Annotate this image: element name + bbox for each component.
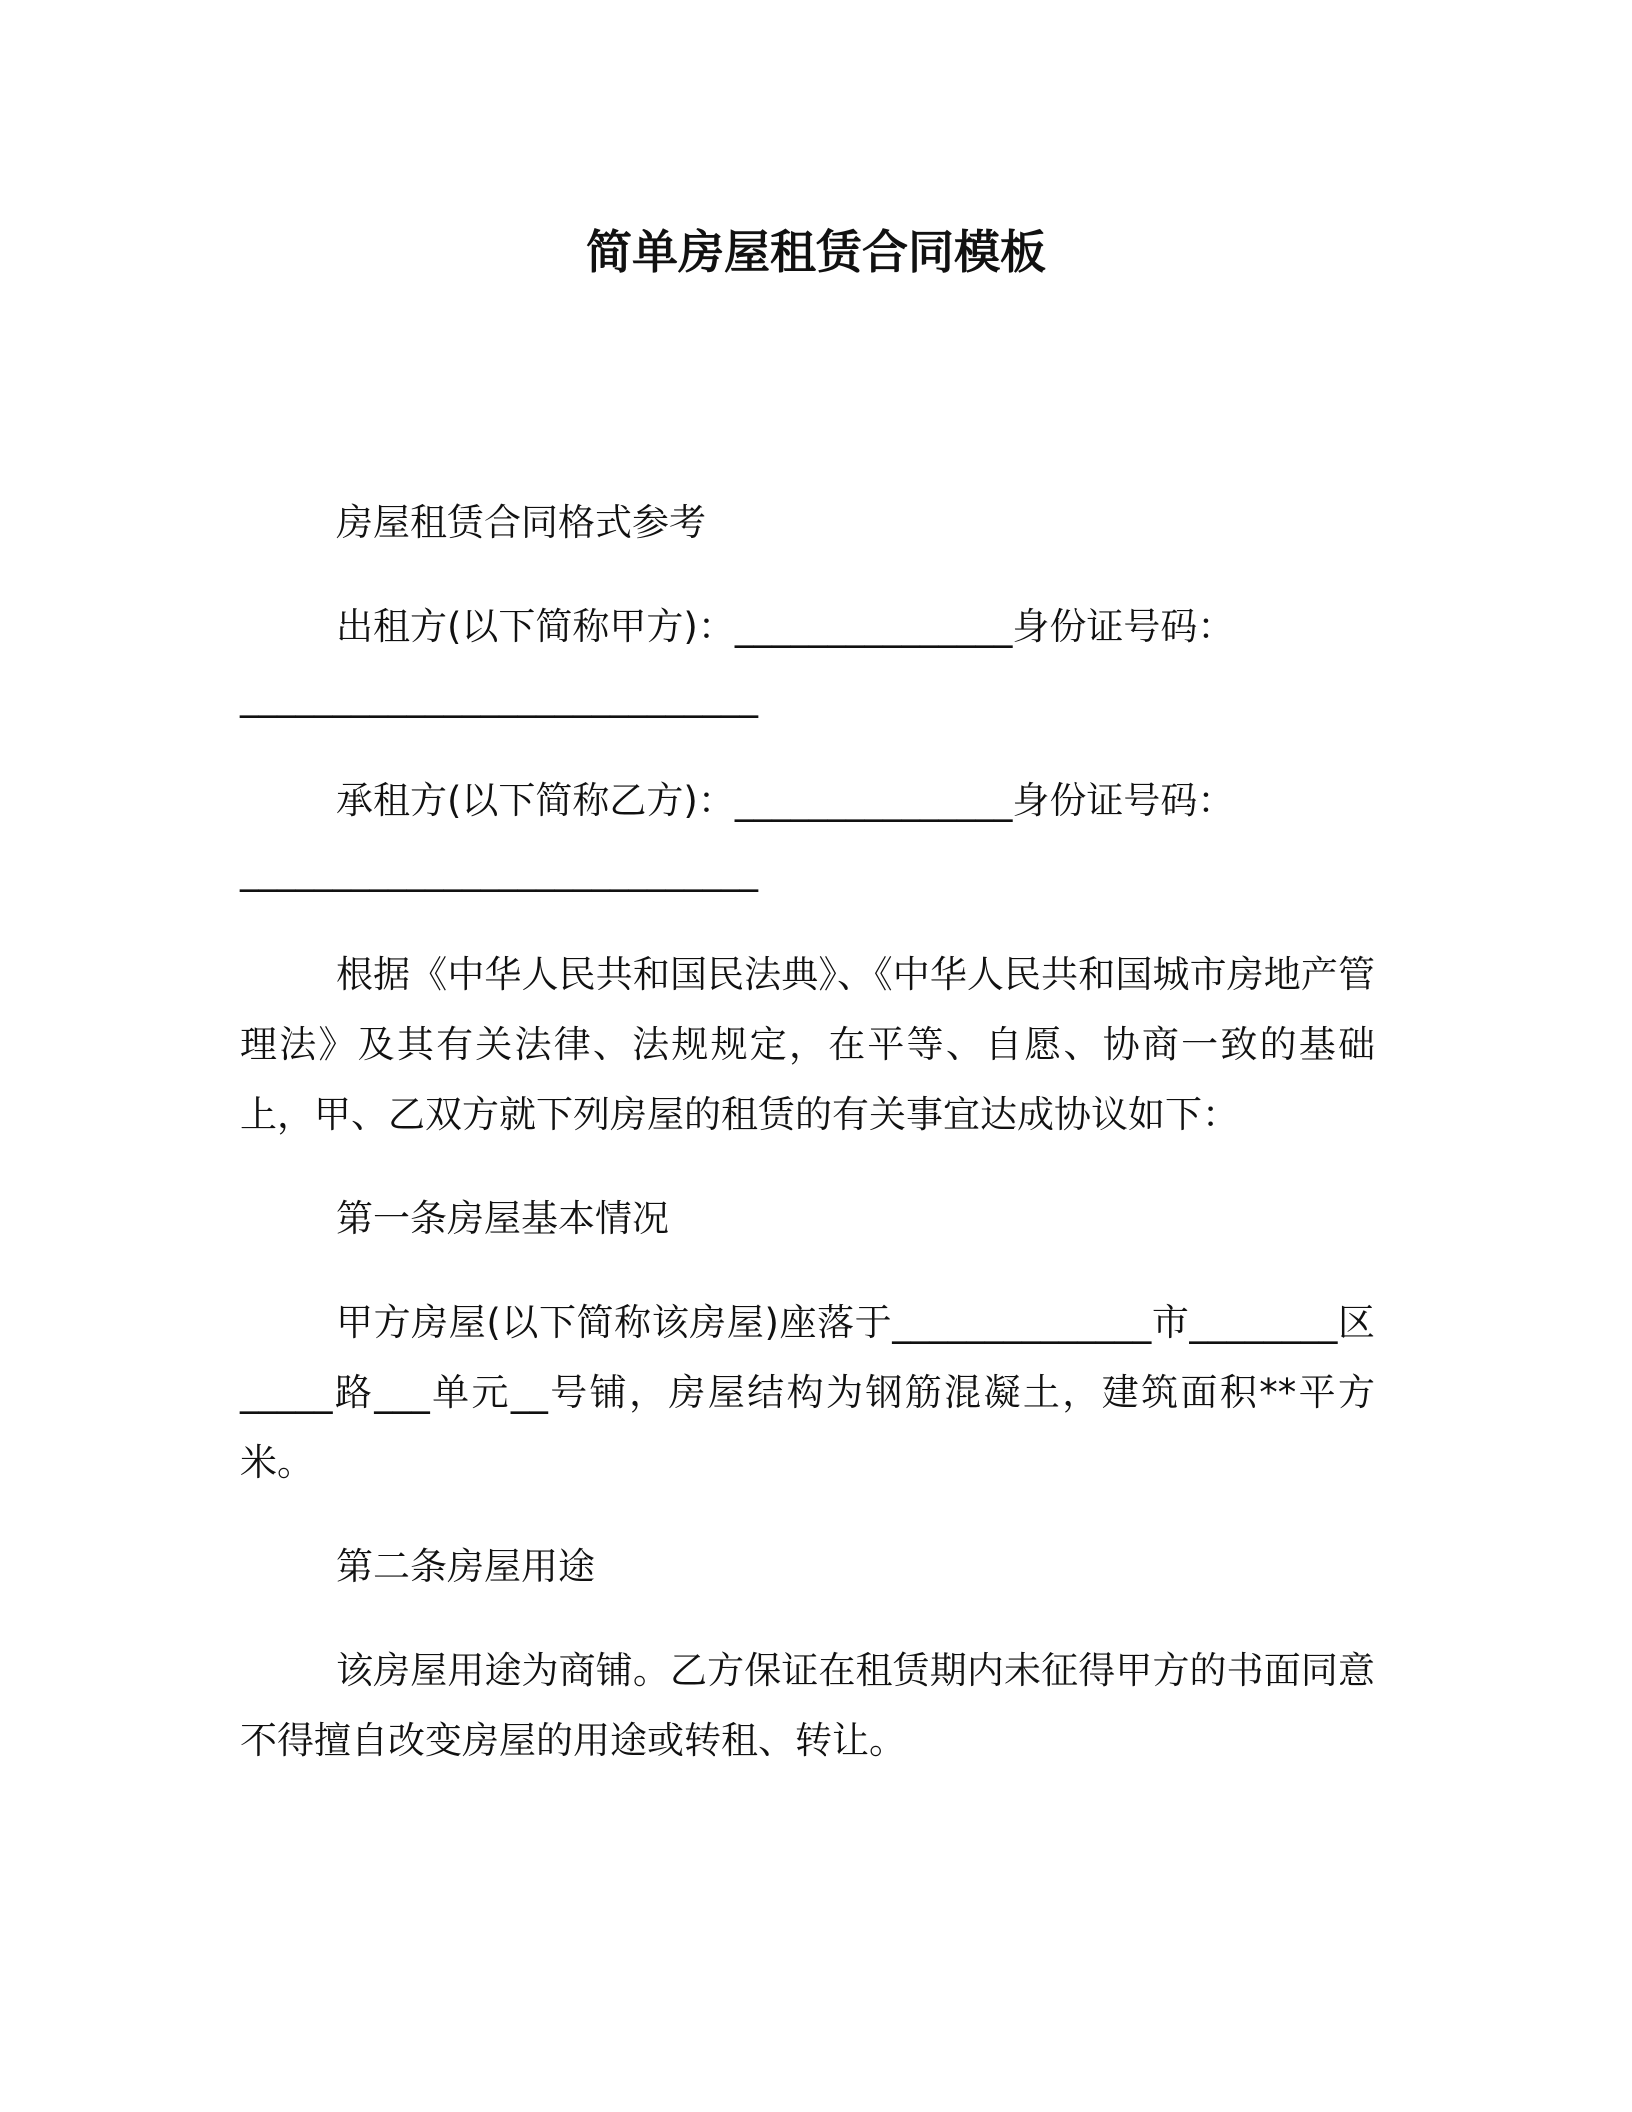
article-1-heading: 第一条房屋基本情况 xyxy=(336,1197,669,1240)
lessee-id-blank: ____________________________ xyxy=(240,849,758,892)
legal-basis-paragraph: 根据《中华人民共和国民法典》、《中华人民共和国城市房地产管理法》及其有关法律、法规规定，在平等、自愿、协商一致的基础上，甲、乙双方就下列房屋的租赁的有关事宜达成协议如下： xyxy=(240,953,1375,1136)
document-title: 简单房屋租赁合同模板 xyxy=(586,225,1046,279)
document-body xyxy=(240,488,1375,1776)
article-1-text: 甲方房屋(以下简称该房屋)座落于______________市________区_____路___单元__号铺，房屋结构为钢筋混凝土，建筑面积**平方米。 xyxy=(240,1301,1375,1484)
format-reference-line: 房屋租赁合同格式参考 xyxy=(336,501,706,544)
lessee-line: 承租方(以下简称乙方)：_______________身份证号码： xyxy=(336,779,1235,822)
article-2-text: 该房屋用途为商铺。乙方保证在租赁期内未征得甲方的书面同意不得擅自改变房屋的用途或转租、转让。 xyxy=(240,1649,1375,1762)
article-2-heading: 第二条房屋用途 xyxy=(336,1545,595,1588)
lessor-line: 出租方(以下简称甲方)：_______________身份证号码： xyxy=(336,605,1235,648)
lessor-id-blank: ____________________________ xyxy=(240,675,758,718)
